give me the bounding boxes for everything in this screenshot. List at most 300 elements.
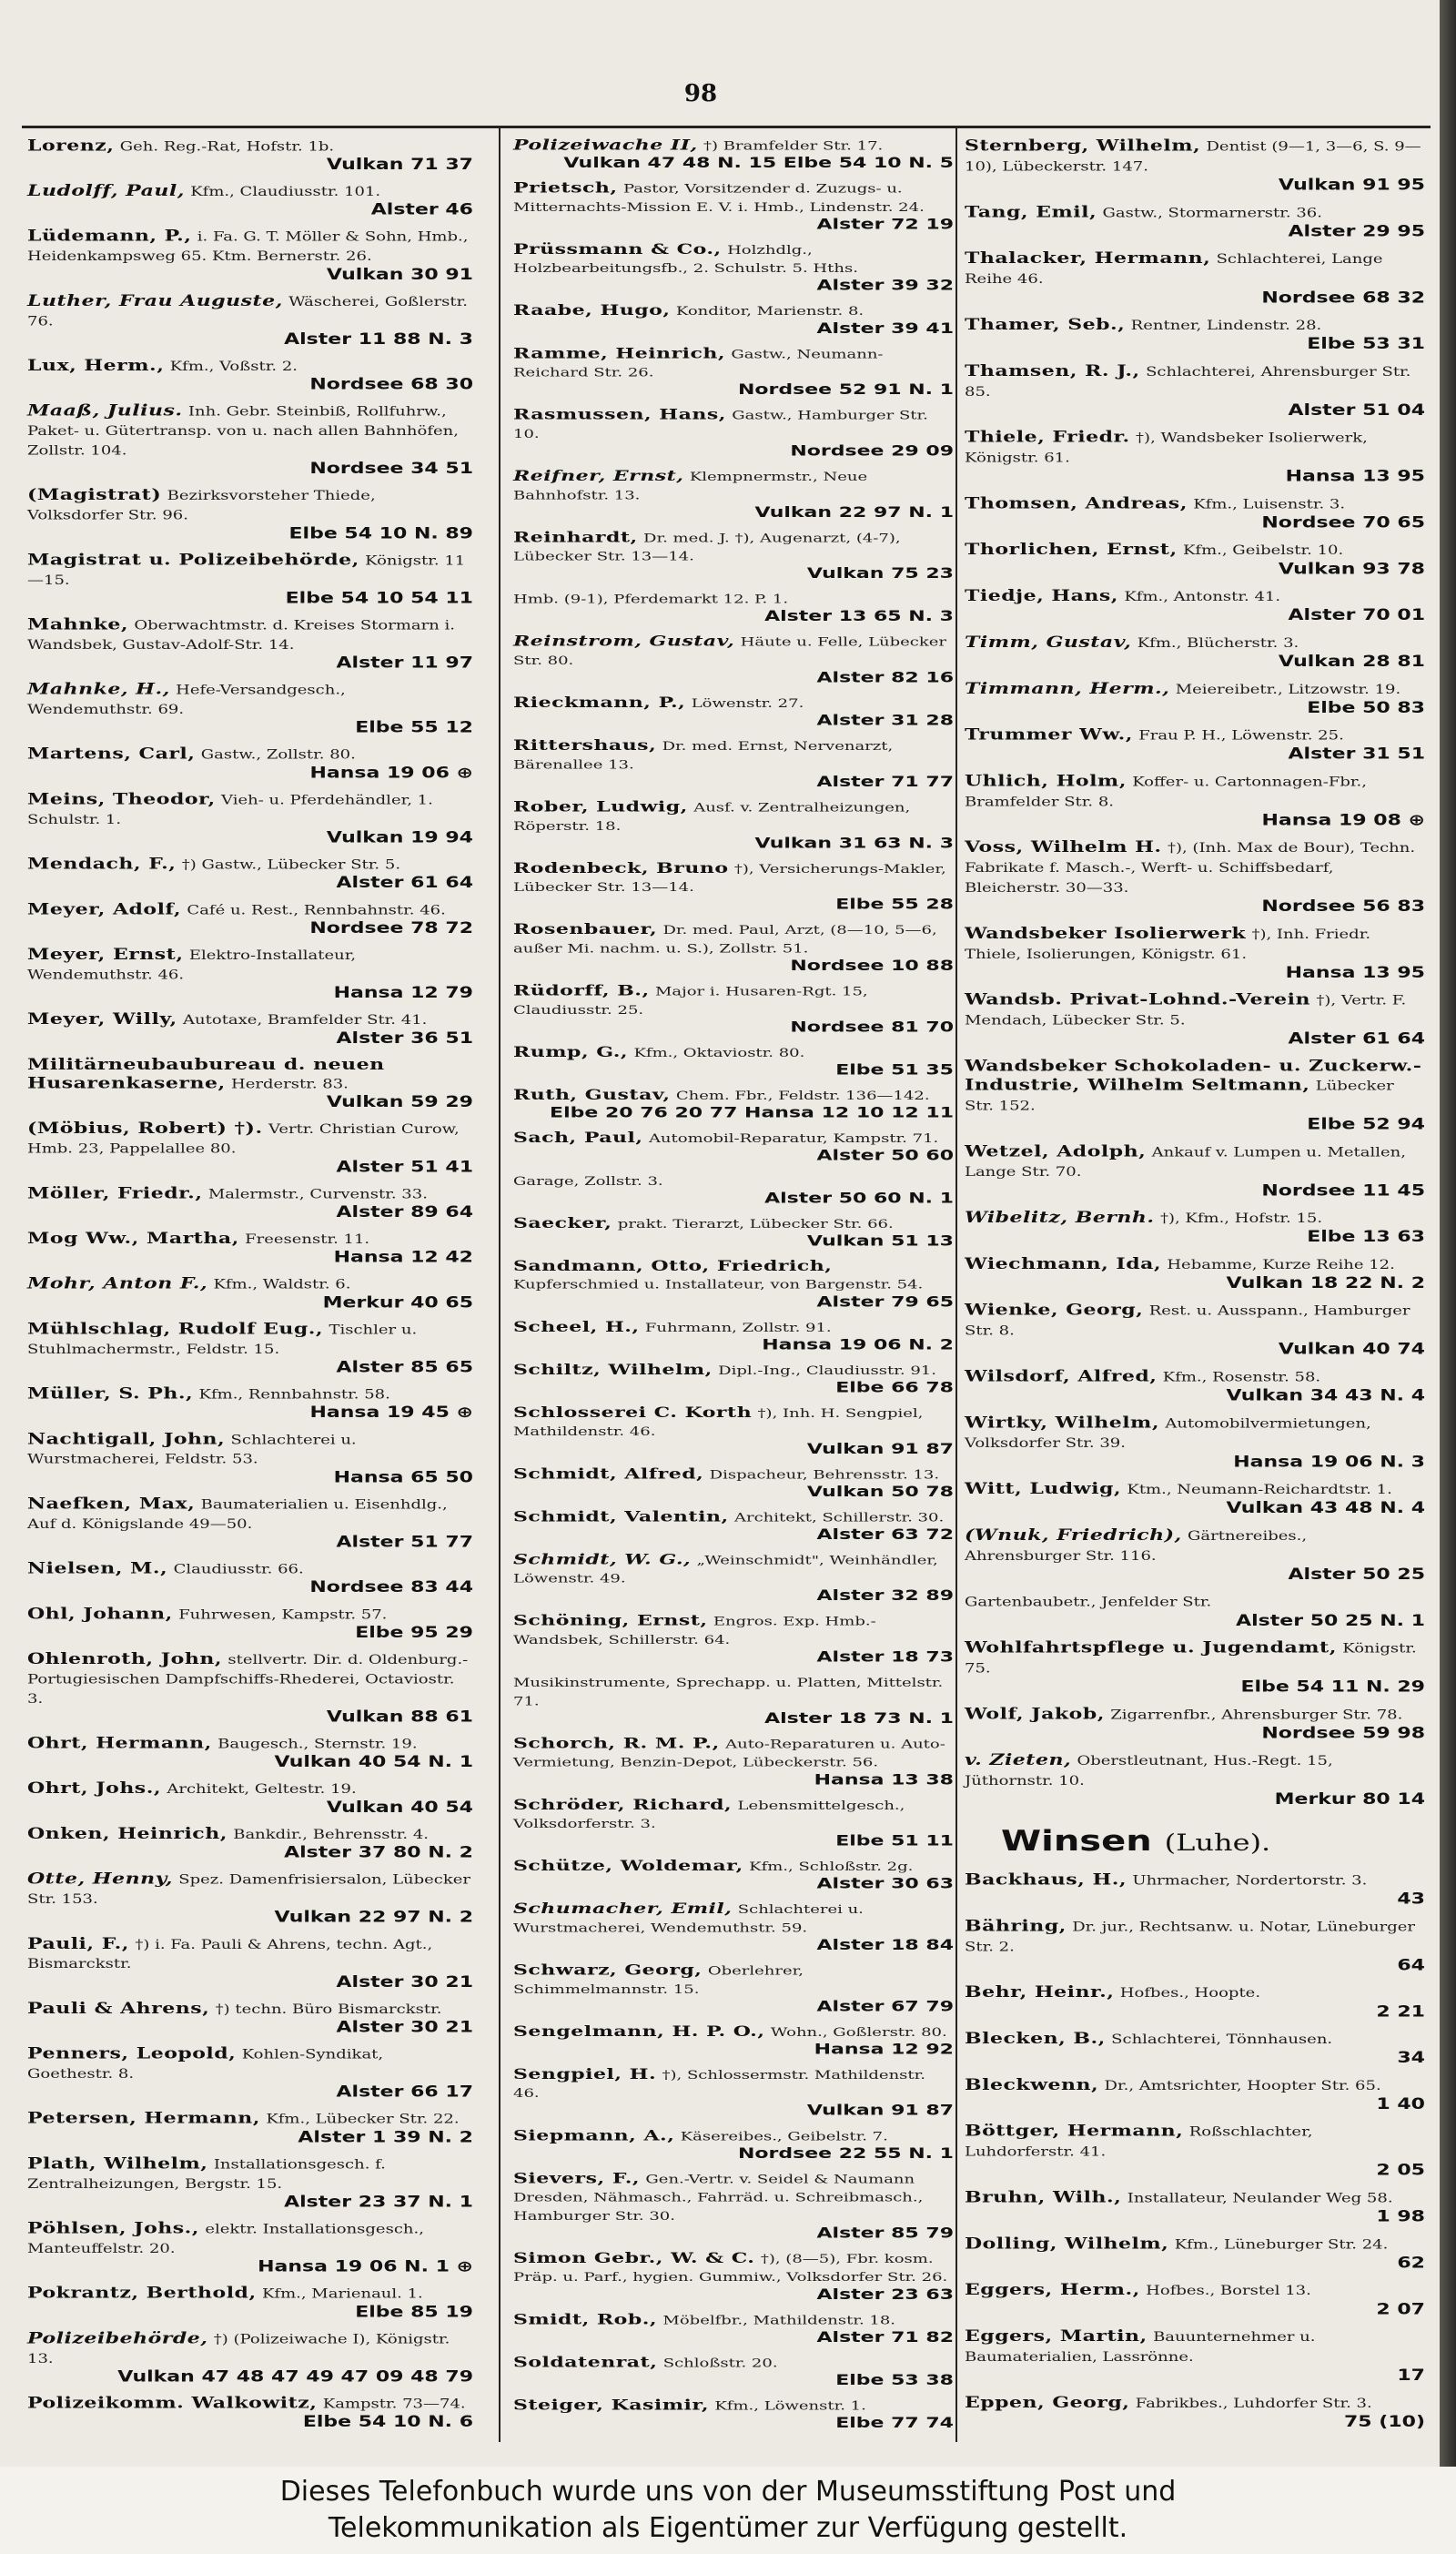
- entry-detail: Schlachterei, Ahrensburger Str. 85.: [965, 364, 1411, 400]
- entry-detail: Musikinstrumente, Sprechapp. u. Platten, Mittelstr. 71.: [513, 1676, 944, 1708]
- entry-name: Petersen, Hermann,: [27, 2109, 260, 2128]
- entry-detail: Lübecker Str. 152.: [965, 1078, 1394, 1114]
- entry-phone: Nordsee 78 72: [309, 919, 473, 937]
- entry-phone: Elbe 54 10 54 11: [285, 589, 473, 608]
- entry-phone: Vulkan 40 54 N. 1: [274, 1753, 473, 1771]
- entry-name: Tiedje, Hans,: [965, 586, 1118, 605]
- entry-name: Wandsbeker Isolierwerk: [965, 924, 1247, 943]
- entry-name: Naefken, Max,: [27, 1495, 196, 1514]
- entry-phone: 1 98: [1376, 2207, 1425, 2226]
- entry-phone: Nordsee 11 45: [1261, 1181, 1425, 1200]
- entry-detail: Dipl.-Ing., Claudiusstr. 91.: [718, 1363, 936, 1378]
- entry-phone: 62: [1397, 2254, 1425, 2273]
- entry-name: Wolf, Jakob,: [965, 1704, 1105, 1723]
- entry-detail: Konditor, Marienstr. 8.: [675, 304, 864, 319]
- entry-detail: Oberwachtmstr. d. Kreises Stormarn i. Wandsbek, Gustav-Adolf-Str. 14.: [27, 618, 456, 653]
- directory-entry: [965, 1870, 1425, 1909]
- entry-detail: Kfm., Blücherstr. 3.: [1137, 635, 1299, 651]
- directory-entry: [513, 1900, 954, 1954]
- entry-phone: Nordsee 34 51: [309, 460, 473, 478]
- entry-detail: Wohn., Goßlerstr. 80.: [770, 2025, 947, 2040]
- entry-name: Polizeikomm. Walkowitz,: [27, 2394, 318, 2413]
- entry-phone: Hansa 13 38: [814, 1771, 954, 1789]
- entry-name: Meins, Theodor,: [27, 790, 216, 809]
- entry-detail: Oberstleutnant, Hus.-Regt. 15, Jüthornstr. 10.: [965, 1753, 1333, 1789]
- directory-entry: [27, 2109, 473, 2146]
- directory-entry: [513, 1129, 954, 1164]
- entry-name: Soldatenrat,: [513, 2353, 658, 2371]
- directory-entry: [513, 1735, 954, 1789]
- entry-detail: Rest. u. Ausspann., Hamburger Str. 8.: [965, 1303, 1410, 1339]
- entry-name: Schumacher, Emil,: [513, 1900, 733, 1918]
- entry-name: Backhaus, H.,: [965, 1870, 1127, 1890]
- entry-phone: Vulkan 91 95: [1278, 176, 1425, 195]
- entry-name: Schmidt, Alfred,: [513, 1464, 704, 1483]
- entry-name: Otte, Henny,: [27, 1870, 173, 1889]
- directory-entry: [513, 1612, 954, 1666]
- entry-phone: Alster 39 41: [816, 320, 954, 338]
- entry-detail: Kfm., Lübecker Str. 22.: [266, 2112, 460, 2127]
- entry-phone: 64: [1397, 1956, 1425, 1975]
- entry-name: Smidt, Rob.,: [513, 2310, 658, 2328]
- directory-entry: [513, 529, 954, 583]
- entry-phone: Alster 30 21: [336, 1973, 473, 1992]
- entry-detail: Gärtnereibes., Ahrensburger Str. 116.: [965, 1528, 1308, 1564]
- directory-entry: [965, 541, 1425, 579]
- entry-detail: †) techn. Büro Bismarckstr.: [215, 2002, 442, 2017]
- entry-detail: Holzhdlg., Holzbearbeitungsfb., 2. Schulstr. 5. Hths.: [513, 243, 858, 276]
- entry-detail: Gastw., Hamburger Str. 10.: [513, 409, 928, 441]
- directory-entry: [513, 2397, 954, 2432]
- directory-entry: [513, 2022, 954, 2058]
- entry-name: Scheel, H.,: [513, 1318, 640, 1336]
- entry-detail: Meiereibetr., Litzowstr. 19.: [1175, 682, 1401, 697]
- entry-detail: stellvertr. Dir. d. Oldenburg.-Portugiesischen Dampfschiffs-Rhederei, Octaviostr. 3.: [27, 1652, 469, 1707]
- entry-name: Rasmussen, Hans,: [513, 406, 726, 423]
- entry-phone: Hansa 19 06 N. 2: [762, 1336, 954, 1353]
- directory-entry: [27, 2394, 473, 2431]
- directory-entry: [27, 1056, 473, 1112]
- directory-entry: [27, 855, 473, 892]
- entry-phone: Alster 31 28: [816, 712, 954, 729]
- entry-detail: Malermstr., Curvenstr. 33.: [207, 1187, 428, 1202]
- entry-phone: Alster 36 51: [336, 1029, 473, 1048]
- directory-entry: [27, 292, 473, 350]
- entry-name: Saecker,: [513, 1214, 612, 1232]
- directory-entry: [513, 694, 954, 730]
- entry-name: Mog Ww., Martha,: [27, 1229, 239, 1248]
- directory-entry: [965, 924, 1425, 982]
- entry-name: Wienke, Georg,: [965, 1301, 1144, 1320]
- entry-name: Thalacker, Hermann,: [965, 248, 1211, 268]
- entry-name: Reinhardt,: [513, 528, 638, 546]
- directory-entry: [965, 2235, 1425, 2273]
- entry-phone: Alster 72 19: [816, 216, 954, 233]
- entry-detail: Elektro-Installateur, Wendemuthstr. 46.: [27, 948, 357, 983]
- directory-entry: [513, 1361, 954, 1396]
- directory-entry: [513, 921, 954, 975]
- entry-phone: 2 07: [1376, 2300, 1425, 2318]
- section-title: Winsen: [1001, 1824, 1152, 1858]
- entry-phone: Hansa 12 92: [814, 2041, 954, 2058]
- entry-name: Rodenbeck, Bruno: [513, 859, 729, 877]
- directory-entry: [27, 1384, 473, 1422]
- directory-entry: [27, 1230, 473, 1267]
- entry-phone: Elbe 66 78: [835, 1379, 954, 1396]
- entry-detail: Dr., Amtsrichter, Hoopter Str. 65.: [1104, 2078, 1381, 2093]
- entry-phone: Vulkan 43 48 N. 4: [1226, 1499, 1425, 1517]
- entry-detail: Major i. Husaren-Rgt. 15, Claudiusstr. 25.: [513, 984, 868, 1018]
- directory-entry: [27, 2000, 473, 2037]
- directory-entry: [27, 182, 473, 219]
- entry-detail: Kfm., Voßstr. 2.: [169, 359, 298, 374]
- directory-entry: [27, 2154, 473, 2212]
- entry-phone: Alster 32 89: [816, 1587, 954, 1605]
- entry-name: Polizeibehörde,: [27, 2329, 208, 2348]
- entry-phone: Hansa 19 45 ⊕: [309, 1404, 473, 1422]
- entry-name: Thorlichen, Ernst,: [965, 540, 1178, 559]
- entry-detail: Gastw., Stormarnerstr. 36.: [1102, 205, 1322, 221]
- directory-entry: [965, 2029, 1425, 2067]
- entry-phone: Alster 31 51: [1288, 745, 1425, 764]
- entry-detail: Königstr. 11—15.: [27, 553, 466, 588]
- entry-phone: Alster 61 64: [1288, 1029, 1425, 1049]
- entry-phone: Vulkan 34 43 N. 4: [1226, 1386, 1425, 1405]
- directory-entry: [513, 982, 954, 1036]
- entry-phone: Nordsee 29 09: [790, 442, 954, 460]
- entry-name: v. Zieten,: [965, 1750, 1072, 1769]
- entry-phone: Elbe 53 31: [1307, 335, 1425, 353]
- entry-name: Pauli & Ahrens,: [27, 1999, 210, 2018]
- entry-detail: †) i. Fa. Pauli & Ahrens, techn. Agt., Bismarckstr.: [27, 1937, 433, 1972]
- entry-detail: Claudiusstr. 66.: [173, 1562, 304, 1577]
- entry-phone: 1 40: [1376, 2095, 1425, 2113]
- entry-phone: Vulkan 51 13: [806, 1232, 954, 1251]
- entry-phone: Alster 23 37 N. 1: [284, 2193, 473, 2212]
- entry-detail: Ankauf v. Lumpen u. Metallen, Lange Str. 70.: [965, 1144, 1406, 1181]
- entry-detail: Gastw., Neumann-Reichard Str. 26.: [513, 347, 884, 380]
- entry-phone: Alster 85 79: [816, 2225, 954, 2242]
- entry-phone: Alster 30 63: [816, 1875, 954, 1893]
- directory-entry: [27, 1010, 473, 1048]
- entry-name: Prüssmann & Co.,: [513, 240, 722, 258]
- entry-detail: †) Bramfelder Str. 17.: [703, 138, 884, 154]
- directory-entry: [965, 2075, 1425, 2113]
- directory-entry: [27, 551, 473, 608]
- entry-phone: Hansa 13 95: [1285, 964, 1425, 982]
- entry-phone: 34: [1397, 2049, 1425, 2067]
- directory-entry: [513, 2249, 954, 2303]
- entry-detail: Häute u. Felle, Lübecker Str. 80.: [513, 635, 947, 668]
- directory-entry: [27, 946, 473, 1003]
- entry-detail: Autotaxe, Bramfelder Str. 41.: [183, 1012, 428, 1028]
- directory-entry: [513, 633, 954, 686]
- entry-phone: Hansa 19 06 N. 1 ⊕: [258, 2258, 473, 2276]
- entry-detail: Dentist (9—1, 3—6, S. 9—10), Lübeckerstr. 147.: [965, 139, 1421, 175]
- entry-phone: Elbe 20 76 20 77 Hansa 12 10 12 11: [550, 1104, 954, 1121]
- entry-detail: Hmb. (9-1), Pferdemarkt 12. P. 1.: [513, 593, 789, 607]
- directory-entry: [27, 2219, 473, 2276]
- entry-detail: Geh. Reg.-Rat, Hofstr. 1b.: [119, 139, 335, 155]
- entry-name: Militärneubaubureau d. neuen Husarenkaserne,: [27, 1055, 385, 1093]
- entry-detail: Architekt, Geltestr. 19.: [167, 1781, 357, 1798]
- directory-entry: [965, 1367, 1425, 1405]
- entry-phone: Alster 50 60 N. 1: [764, 1190, 954, 1207]
- entry-detail: Dr. med. J. †), Augenarzt, (4-7), Lübecker Str. 13—14.: [513, 531, 901, 564]
- directory-entry: [513, 1318, 954, 1353]
- directory-entry: [27, 900, 473, 937]
- entry-detail: Uhrmacher, Nordertorstr. 3.: [1132, 1873, 1368, 1889]
- directory-entry: [513, 590, 954, 625]
- directory-entry: [27, 486, 473, 543]
- entry-name: Schröder, Richard,: [513, 1796, 733, 1814]
- entry-phone: Vulkan 40 74: [1278, 1340, 1425, 1359]
- entry-detail: Fuhrmann, Zollstr. 91.: [644, 1321, 832, 1335]
- directory-entry: [513, 859, 954, 913]
- directory-entry: [965, 1208, 1425, 1246]
- directory-entry: [513, 2127, 954, 2163]
- directory-entry: [513, 2170, 954, 2243]
- entry-detail: Gartenbaubetr., Jenfelder Str.: [965, 1595, 1212, 1610]
- entry-name: Lorenz,: [27, 137, 115, 155]
- entry-name: Siepmann, A.,: [513, 2126, 675, 2144]
- entry-phone: Elbe 55 12: [355, 719, 473, 737]
- entry-name: Penners, Leopold,: [27, 2044, 237, 2063]
- entry-name: Martens, Carl,: [27, 745, 196, 764]
- entry-phone: Hansa 19 06 ⊕: [309, 764, 473, 782]
- entry-phone: 75 (10): [1344, 2413, 1425, 2431]
- entry-phone: Alster 85 65: [336, 1358, 473, 1377]
- directory-entry: [513, 406, 954, 460]
- entry-detail: Café u. Rest., Rennbahnstr. 46.: [187, 903, 446, 918]
- directory-entry: [27, 1120, 473, 1177]
- entry-detail: Architekt, Schillerstr. 30.: [733, 1510, 945, 1525]
- directory-entry: [513, 240, 954, 294]
- entry-name: Rittershaus,: [513, 736, 657, 755]
- directory-entry: [27, 680, 473, 737]
- entry-name: Ohrt, Johs.,: [27, 1779, 162, 1798]
- entry-name: Rieckmann, P.,: [513, 694, 686, 712]
- entry-phone: Vulkan 22 97 N. 2: [274, 1909, 473, 1927]
- entry-name: Thamsen, R. J.,: [965, 361, 1140, 380]
- entry-detail: Kupferschmied u. Installateur, von Bargenstr. 54.: [513, 1278, 924, 1292]
- directory-entry: [965, 772, 1425, 830]
- entry-name: Mühlschlag, Rudolf Eug.,: [27, 1320, 324, 1339]
- entry-name: Luther, Frau Auguste,: [27, 291, 283, 310]
- entry-name: (Möbius, Robert) †).: [27, 1119, 263, 1138]
- entry-detail: Kfm., Rosenstr. 58.: [1162, 1369, 1321, 1385]
- entry-detail: elektr. Installationsgesch., Manteuffelstr. 20.: [27, 2222, 424, 2256]
- entry-phone: Alster 70 01: [1288, 606, 1425, 624]
- directory-entry: [27, 1779, 473, 1817]
- directory-entry: [513, 1961, 954, 2015]
- directory-entry: [965, 1525, 1425, 1584]
- entry-name: Sach, Paul,: [513, 1129, 643, 1147]
- entry-name: Bruhn, Wilh.,: [965, 2187, 1122, 2207]
- entry-detail: Möbelfbr., Mathildenstr. 18.: [662, 2313, 896, 2327]
- entry-name: Sievers, F.,: [513, 2169, 641, 2187]
- entry-detail: Roßschlachter, Luhdorferstr. 41.: [965, 2124, 1313, 2160]
- directory-entry: [27, 790, 473, 847]
- entry-phone: Alster 29 95: [1288, 222, 1425, 241]
- entry-name: Bähring,: [965, 1916, 1067, 1936]
- entry-detail: †), (Inh. Max de Bour), Techn. Fabrikate f. Masch.-, Werft- u. Schiffsbedarf, Bleicherstr. 30—33.: [965, 840, 1416, 896]
- directory-entry: [27, 2044, 473, 2102]
- entry-detail: Klempnermstr., Neue Bahnhofstr. 13.: [513, 470, 868, 502]
- entry-name: Simon Gebr., W. & C.: [513, 2249, 755, 2267]
- entry-name: Eggers, Martin,: [965, 2326, 1148, 2346]
- entry-phone: Vulkan 28 81: [1278, 653, 1425, 671]
- footer-line: Telekommunikation als Eigentümer zur Verfügung gestellt.: [328, 2512, 1128, 2544]
- entry-detail: Kfm., Löwenstr. 1.: [714, 2398, 866, 2414]
- entry-detail: †), Versicherungs-Makler, Lübecker Str. 13—14.: [513, 862, 946, 895]
- entry-name: Rober, Ludwig,: [513, 797, 688, 816]
- entry-phone: Vulkan 75 23: [806, 565, 954, 583]
- directory-entry: [965, 2281, 1425, 2319]
- entry-name: Mendach, F.,: [27, 855, 177, 874]
- entry-detail: Hofbes., Borstel 13.: [1146, 2283, 1311, 2299]
- entry-phone: Vulkan 31 63 N. 3: [754, 835, 954, 852]
- directory-entry: [27, 1430, 473, 1487]
- directory-entry: [965, 315, 1425, 353]
- entry-phone: Elbe 51 11: [835, 1832, 954, 1850]
- directory-entry: [513, 1674, 954, 1728]
- directory-entry: [27, 227, 473, 284]
- entry-phone: Vulkan 22 97 N. 1: [754, 504, 954, 522]
- entry-detail: †) (Polizeiwache I), Königstr. 13.: [27, 2332, 450, 2367]
- entry-name: Eppen, Georg,: [965, 2393, 1130, 2412]
- entry-detail: †), (8—5), Fbr. kosm. Präp. u. Parf., hygien. Gummiw., Volksdorfer Str. 26.: [513, 2252, 948, 2285]
- entry-name: Thamer, Seb.,: [965, 315, 1126, 334]
- entry-detail: Löwenstr. 27.: [691, 696, 804, 711]
- entry-phone: Vulkan 19 94: [326, 828, 473, 847]
- entry-phone: Nordsee 68 30: [309, 376, 473, 394]
- entry-detail: prakt. Tierarzt, Lübecker Str. 66.: [617, 1217, 894, 1231]
- entry-name: Pöhlsen, Johs.,: [27, 2219, 199, 2238]
- directory-entry: [965, 361, 1425, 420]
- entry-detail: Schloßstr. 20.: [662, 2356, 778, 2370]
- entry-detail: Bankdir., Behrensstr. 4.: [233, 1827, 430, 1842]
- directory-entry: [513, 1796, 954, 1850]
- entry-name: Timmann, Herm.,: [965, 679, 1170, 698]
- entry-name: Sandmann, Otto, Friedrich,: [513, 1257, 833, 1275]
- entry-phone: Alster 61 64: [336, 874, 473, 892]
- entry-detail: †), Kfm., Hofstr. 15.: [1159, 1211, 1323, 1226]
- entry-name: Wiechmann, Ida,: [965, 1254, 1161, 1273]
- directory-entry: [27, 1559, 473, 1596]
- entry-detail: †), Inh. H. Sengpiel, Mathildenstr. 46.: [513, 1406, 924, 1439]
- entry-name: Sternberg, Wilhelm,: [965, 137, 1201, 156]
- entry-name: Meyer, Ernst,: [27, 945, 184, 964]
- directory-entry: [513, 345, 954, 399]
- entry-detail: †), Wandsbeker Isolierwerk, Königstr. 61.: [965, 431, 1368, 466]
- entry-phone: Elbe 53 38: [835, 2372, 954, 2389]
- directory-entry: [27, 1870, 473, 1927]
- entry-detail: Engros. Exp. Hmb.-Wandsbek, Schillerstr. 64.: [513, 1615, 876, 1647]
- entry-phone: Elbe 54 11 N. 29: [1240, 1677, 1425, 1697]
- directory-entry: [965, 2122, 1425, 2180]
- directory-entry: [965, 1057, 1425, 1134]
- entry-detail: Kfm., Marienaul. 1.: [261, 2286, 423, 2302]
- entry-phone: Nordsee 83 44: [309, 1578, 473, 1596]
- directory-entry: [27, 1184, 473, 1221]
- entry-phone: Vulkan 93 78: [1278, 560, 1425, 579]
- directory-entry: [513, 1043, 954, 1079]
- entry-name: Möller, Friedr.,: [27, 1184, 203, 1202]
- entry-phone: Vulkan 71 37: [326, 156, 473, 174]
- entry-name: (Wnuk, Friedrich),: [965, 1525, 1182, 1545]
- directory-entry: [965, 1254, 1425, 1292]
- entry-name: Behr, Heinr.,: [965, 1982, 1115, 2002]
- entry-detail: Chem. Fbr., Feldstr. 136—142.: [675, 1089, 930, 1103]
- entry-phone: Alster 51 04: [1288, 401, 1425, 420]
- entry-phone: Alster 71 82: [816, 2329, 954, 2346]
- entry-name: Ohl, Johann,: [27, 1604, 173, 1623]
- directory-entry: [965, 428, 1425, 486]
- entry-detail: Lebensmittelgesch., Volksdorferstr. 3.: [513, 1799, 905, 1831]
- directory-entry: [965, 586, 1425, 624]
- directory-entry: [965, 1301, 1425, 1359]
- entry-name: Müller, S. Ph.,: [27, 1384, 194, 1404]
- entry-name: Böttger, Hermann,: [965, 2122, 1184, 2141]
- directory-entry: [965, 2188, 1425, 2226]
- entry-detail: Bauunternehmer u. Baumaterialien, Lassrönne.: [965, 2329, 1316, 2365]
- entry-detail: Ausf. v. Zentralheizungen, Röperstr. 18.: [513, 800, 911, 834]
- entry-name: Prietsch,: [513, 179, 618, 197]
- entry-name: Witt, Ludwig,: [965, 1479, 1122, 1498]
- entry-phone: Alster 39 32: [816, 277, 954, 295]
- entry-detail: Schlachterei, Tönnhausen.: [1111, 2032, 1333, 2047]
- entry-phone: Alster 66 17: [336, 2083, 473, 2102]
- entry-name: Schorch, R. M. P.,: [513, 1734, 720, 1752]
- directory-entry: [513, 737, 954, 791]
- entry-detail: †) Gastw., Lübecker Str. 5.: [181, 857, 401, 873]
- column-divider: [499, 126, 500, 2442]
- entry-detail: Koffer- u. Cartonnagen-Fbr., Bramfelder Str. 8.: [965, 774, 1367, 810]
- entry-phone: Hansa 12 42: [333, 1249, 473, 1267]
- entry-name: Timm, Gustav,: [965, 633, 1132, 652]
- entry-phone: Nordsee 22 55 N. 1: [737, 2145, 954, 2163]
- entry-phone: Vulkan 18 22 N. 2: [1226, 1274, 1425, 1292]
- directory-entry: [513, 1508, 954, 1544]
- entry-phone: Alster 18 84: [816, 1937, 954, 1954]
- entry-name: Steiger, Kasimir,: [513, 2396, 709, 2414]
- entry-phone: 2 21: [1376, 2002, 1425, 2021]
- directory-entry: [513, 1086, 954, 1121]
- entry-detail: Hebamme, Kurze Reihe 12.: [1167, 1257, 1395, 1272]
- entry-name: Schiltz, Wilhelm,: [513, 1361, 713, 1379]
- entry-name: Magistrat u. Polizeibehörde,: [27, 551, 359, 569]
- directory-entry: [513, 1465, 954, 1501]
- entry-detail: Kfm., Oktaviostr. 80.: [633, 1046, 805, 1060]
- entry-detail: †), Schlossermstr. Mathildenstr. 46.: [513, 2068, 925, 2101]
- directory-entry: [513, 1258, 954, 1312]
- entry-detail: Gastw., Zollstr. 80.: [200, 747, 356, 763]
- entry-phone: Elbe 52 94: [1307, 1115, 1425, 1134]
- entry-name: Rüdorff, B.,: [513, 982, 650, 999]
- entry-phone: Hansa 12 79: [333, 984, 473, 1002]
- entry-name: Lux, Herm.,: [27, 356, 165, 375]
- directory-entry: [27, 1650, 473, 1727]
- section-subtitle: (Luhe).: [1164, 1829, 1271, 1857]
- entry-detail: Kampstr. 73—74.: [322, 2397, 466, 2412]
- entry-detail: Käsereibes., Geibelstr. 7.: [680, 2129, 888, 2144]
- directory-entry: [965, 725, 1425, 764]
- entry-name: (Magistrat): [27, 485, 162, 504]
- entry-detail: Schlachterei u. Wurstmacherei, Feldstr. 53.: [27, 1433, 357, 1467]
- entry-name: Wilsdorf, Alfred,: [965, 1366, 1158, 1386]
- entry-phone: Alster 79 65: [816, 1293, 954, 1311]
